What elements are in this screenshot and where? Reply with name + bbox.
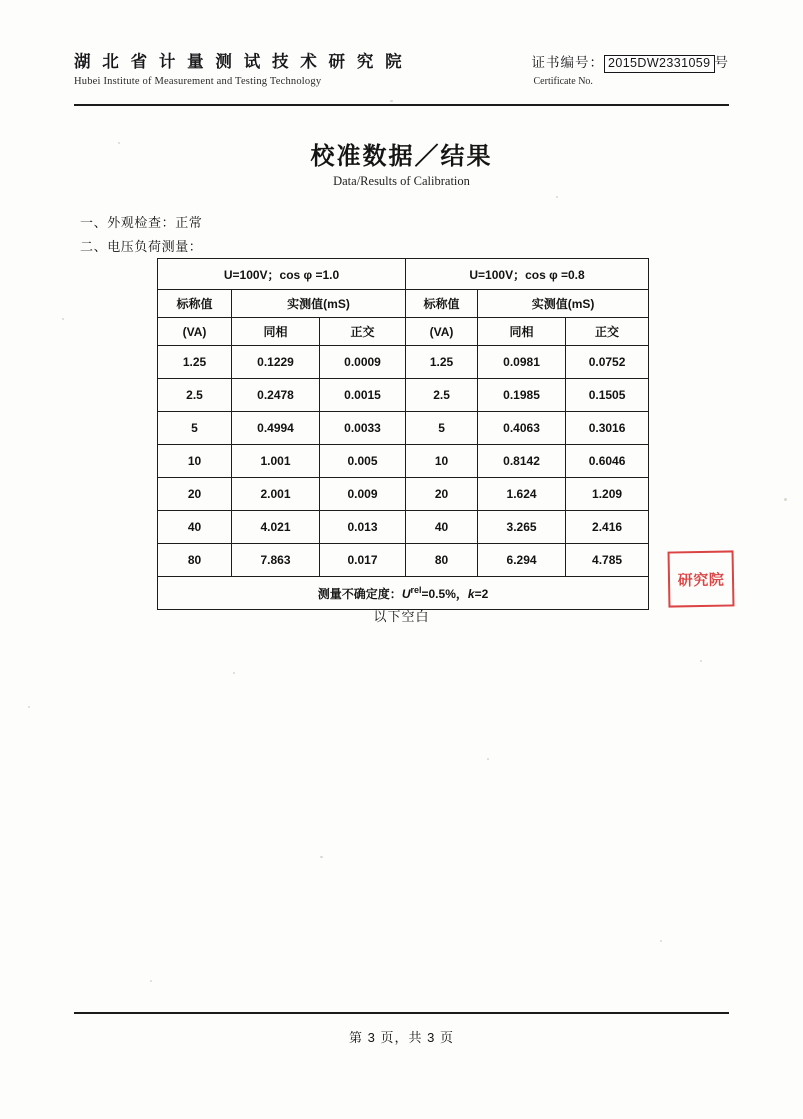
cell-nominal-b: 20 [406,478,478,511]
col-nominal-unit-a: (VA) [158,318,232,346]
scan-speck [390,100,393,102]
col-nominal-a: 标称值 [158,290,232,318]
institute-name-cn: 湖 北 省 计 量 测 试 技 术 研 究 院 [74,53,406,71]
page-title: 校准数据／结果 [310,143,493,170]
scan-speck [487,758,489,760]
col-measured-b: 实测值(mS) [478,290,649,318]
cell-quadrature-a: 0.017 [320,544,406,577]
cell-nominal-a: 80 [158,544,232,577]
scan-speck [556,196,558,198]
cell-inphase-b: 0.1985 [478,379,566,412]
cell-nominal-b: 40 [406,511,478,544]
cell-inphase-b: 6.294 [478,544,566,577]
certificate-block [532,51,730,87]
cell-quadrature-b: 0.1505 [566,379,649,412]
institute-name-en: Hubei Institute of Measurement and Testing Technology [74,76,322,87]
cell-inphase-b: 0.4063 [478,412,566,445]
cell-inphase-b: 3.265 [478,511,566,544]
table-row [158,346,649,379]
uncertainty-k-value: =2 [474,586,489,601]
col-measured-a: 实测值(mS) [232,290,406,318]
page-subtitle: Data/Results of Calibration [333,174,470,188]
cell-nominal-a: 2.5 [158,379,232,412]
cell-inphase-b: 0.0981 [478,346,566,379]
cell-inphase-a: 0.1229 [232,346,320,379]
cell-nominal-a: 5 [158,412,232,445]
table-uncertainty-row [158,577,649,610]
blank-below-note: 以下空白 [373,609,430,624]
cell-quadrature-a: 0.005 [320,445,406,478]
group-header-cos08: U=100V；cos φ =0.8 [406,259,649,290]
section-voltage-load: 二、电压负荷测量： [80,239,203,254]
uncertainty-symbol: U [401,586,411,601]
table-row [158,445,649,478]
uncertainty-value: =0.5%， [421,586,468,601]
scan-speck [150,980,152,982]
cell-quadrature-b: 2.416 [566,511,649,544]
cell-nominal-a: 1.25 [158,346,232,379]
table-subheader-row-2 [158,318,649,346]
col-inphase-a: 同相 [232,318,320,346]
institute-block [74,48,405,87]
cell-inphase-a: 2.001 [232,478,320,511]
footer-divider [74,1012,729,1014]
col-quadrature-b: 正交 [566,318,649,346]
cell-inphase-b: 0.8142 [478,445,566,478]
header-divider [74,104,729,106]
cell-quadrature-a: 0.009 [320,478,406,511]
scan-speck [28,706,30,708]
certificate-sublabel: Certificate No. [533,75,593,87]
scan-speck [233,672,235,674]
page-number: 第 3 页，共 3 页 [349,1030,454,1045]
cell-nominal-b: 80 [406,544,478,577]
cell-quadrature-b: 0.6046 [566,445,649,478]
section-appearance-check: 一、外观检查：正常 [80,215,203,230]
col-nominal-b: 标称值 [406,290,478,318]
table-row [158,511,649,544]
table-row [158,412,649,445]
measurement-table-wrapper [157,258,648,610]
cell-inphase-a: 7.863 [232,544,320,577]
table-row [158,544,649,577]
cell-quadrature-a: 0.0015 [320,379,406,412]
cell-quadrature-b: 1.209 [566,478,649,511]
cell-nominal-a: 10 [158,445,232,478]
certificate-suffix: 号 [714,55,729,70]
cell-quadrature-a: 0.013 [320,511,406,544]
table-row [158,379,649,412]
cell-nominal-b: 10 [406,445,478,478]
col-nominal-unit-b: (VA) [406,318,478,346]
cell-quadrature-a: 0.0009 [320,346,406,379]
cell-inphase-b: 1.624 [478,478,566,511]
certificate-number: 2015DW2331059 [604,55,715,73]
uncertainty-subscript: rel [410,584,422,595]
cell-inphase-a: 1.001 [232,445,320,478]
col-inphase-b: 同相 [478,318,566,346]
scan-speck [700,660,702,662]
cell-nominal-a: 20 [158,478,232,511]
cell-nominal-b: 1.25 [406,346,478,379]
uncertainty-cell [158,577,649,610]
uncertainty-prefix: 测量不确定度： [317,586,402,601]
cell-quadrature-b: 4.785 [566,544,649,577]
document-header [74,48,729,87]
cell-quadrature-a: 0.0033 [320,412,406,445]
cell-nominal-a: 40 [158,511,232,544]
cell-nominal-b: 5 [406,412,478,445]
table-group-header-row [158,259,649,290]
scan-speck [320,856,323,858]
scan-speck [660,940,662,942]
certificate-label: 证书编号： [531,55,604,70]
measurement-table [157,258,649,610]
scan-speck [784,498,787,501]
red-seal-stamp: 研究院 [668,550,735,607]
cell-quadrature-b: 0.3016 [566,412,649,445]
table-subheader-row-1 [158,290,649,318]
cell-nominal-b: 2.5 [406,379,478,412]
cell-inphase-a: 4.021 [232,511,320,544]
certificate-number-line [532,51,730,73]
table-row [158,478,649,511]
cell-quadrature-b: 0.0752 [566,346,649,379]
group-header-cos10: U=100V；cos φ =1.0 [158,259,406,290]
cell-inphase-a: 0.2478 [232,379,320,412]
scan-speck [62,318,64,320]
col-quadrature-a: 正交 [320,318,406,346]
cell-inphase-a: 0.4994 [232,412,320,445]
uncertainty-k-symbol: k [467,586,475,601]
